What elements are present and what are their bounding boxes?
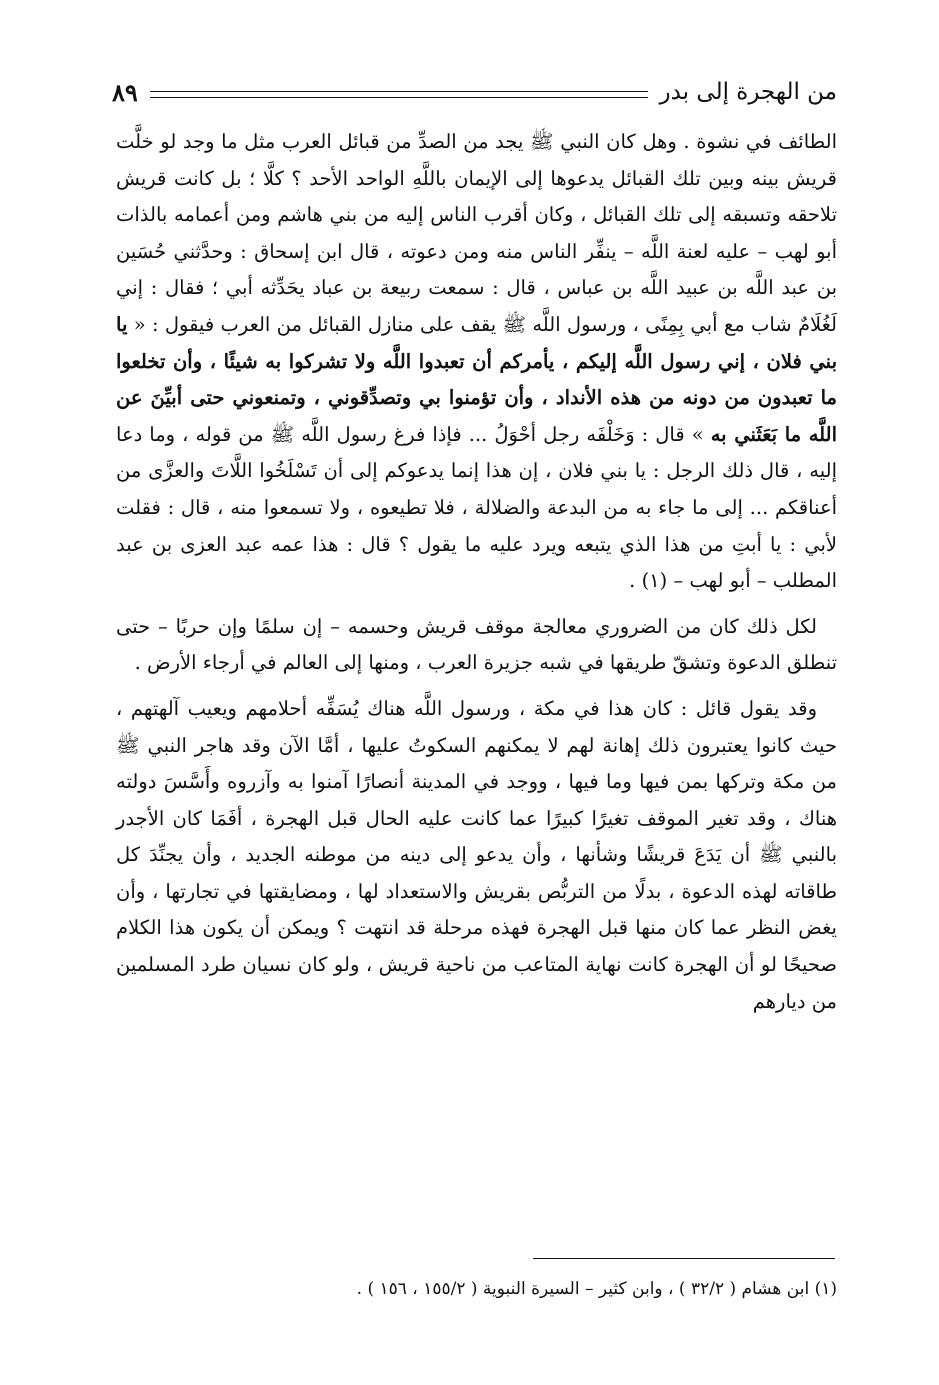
footnote-separator — [533, 1258, 835, 1259]
page-header — [112, 74, 837, 110]
paragraph-1-opening: الطائف في نشوة . وهل كان النبي ﷺ يجد من الصدِّ من قبائل العرب مثل ما وجد لو خلَّت قريش بينه وبين تلك القبائل يدعوها إلى الإيمان باللَّهِ الواحد الأحد ؟ كلَّا ؛ بل كانت قريش تلاحقه وتسبقه إلى تلك القبائل ، وكان أقرب الناس إليه من بني هاشم ومن أعمامه بالذات أبو لهب – عليه لعنة اللَّه – ينفِّر الناس منه ومن دعوته ، قال ابن إسحاق : وحدَّثني حُسَين بن عبد اللَّه بن عبيد اللَّه بن عباس ، قال : سمعت ربيعة بن عباد يحَدِّثه أبي ؛ فقال : إني لَغُلَامٌ شاب مع أبي بِمِنًى ، ورسول اللَّه ﷺ يقف على منازل القبائل من العرب فيقول : « — [116, 130, 837, 336]
running-title: من الهجرة إلى بدر — [659, 79, 837, 105]
paragraph-1-continuation: » قال : وَخَلْفَه رجل أحْوَلُ ... فإذا فرغ رسول اللَّه ﷺ من قوله ، وما دعا إليه ، قال ذلك الرجل : يا بني فلان ، إن هذا إنما يدعوكم إلى أن تَسْلَخُوا اللَّاتَ والعزَّى من أعناقكم ... إلى ما جاء به من البدعة والضلالة ، فلا تطيعوه ، ولا تسمعوا منه ، قال : فقلت لأبي : يا أبتِ من هذا الذي يتبعه ويرد عليه ما يقول ؟ قال : هذا عمه عبد العزى بن عبد المطلب – أبو لهب – — [116, 422, 837, 593]
paragraph-3: وقد يقول قائل : كان هذا في مكة ، ورسول اللَّه هناك يُسَفِّه أحلامهم ويعيب آلهتهم ، حيث كانوا يعتبرون ذلك إهانة لهم لا يمكنهم السكوتُ عليها ، أمَّا الآن وقد هاجر النبي ﷺ من مكة وتركها بمن فيها وما فيها ، ووجد في المدينة أنصارًا آمنوا به وآزروه وأَسَّسَ دولته هناك ، وقد تغير الموقف تغيرًا كبيرًا عما كانت عليه الحال قبل الهجرة ، أفَمَا كان الأجدر بالنبي ﷺ أن يَدَعَ قريشًا وشأنها ، وأن يدعو إلى دينه من موطنه الجديد ، وأن يجنِّدَ كل طاقاته لهذه الدعوة ، بدلًا من التربُّص بقريش والاستعداد لها ، ومضايقتها في تجارتها ، وأن يغض النظر عما كان منها قبل الهجرة فهذه مرحلة قد انتهت ؟ ويمكن أن يكون هذا الكلام صحيحًا لو أن الهجرة كانت نهاية المتاعب من ناحية قريش ، ولو كان نسيان طرد المسلمين من ديارهم — [116, 696, 837, 1013]
body-text — [116, 124, 837, 1020]
paragraph-1 — [116, 124, 837, 600]
header-rule — [150, 91, 648, 98]
page-number: ٨٩ — [112, 77, 138, 107]
footnote: (١) ابن هشام ( ٣٢/٢ ) ، وابن كثير – السيرة النبوية ( ١٥٥/٢ ، ١٥٦ ) . — [356, 1279, 837, 1299]
footnote-reference: (١) — [641, 569, 668, 593]
paragraph-2: لكل ذلك كان من الضروري معالجة موقف قريش وحسمه – إن سلمًا وإن حربًا – حتى تنطلق الدعوة وتشقّ طريقها في شبه جزيرة العرب ، ومنها إلى العالم في أرجاء الأرض . — [116, 614, 837, 675]
prophet-quote: يا بني فلان ، إني رسول اللَّه إليكم ، يأمركم أن تعبدوا اللَّه ولا تشركوا به شيئًا ، وأن تخلعوا ما تعبدون من دونه من هذه الأنداد ، وأن تؤمنوا بي وتصدِّقوني ، وتمنعوني حتى أبيِّنَ عن اللَّه ما بَعَثَني به — [116, 312, 837, 446]
paragraph-1-end: . — [629, 569, 642, 593]
